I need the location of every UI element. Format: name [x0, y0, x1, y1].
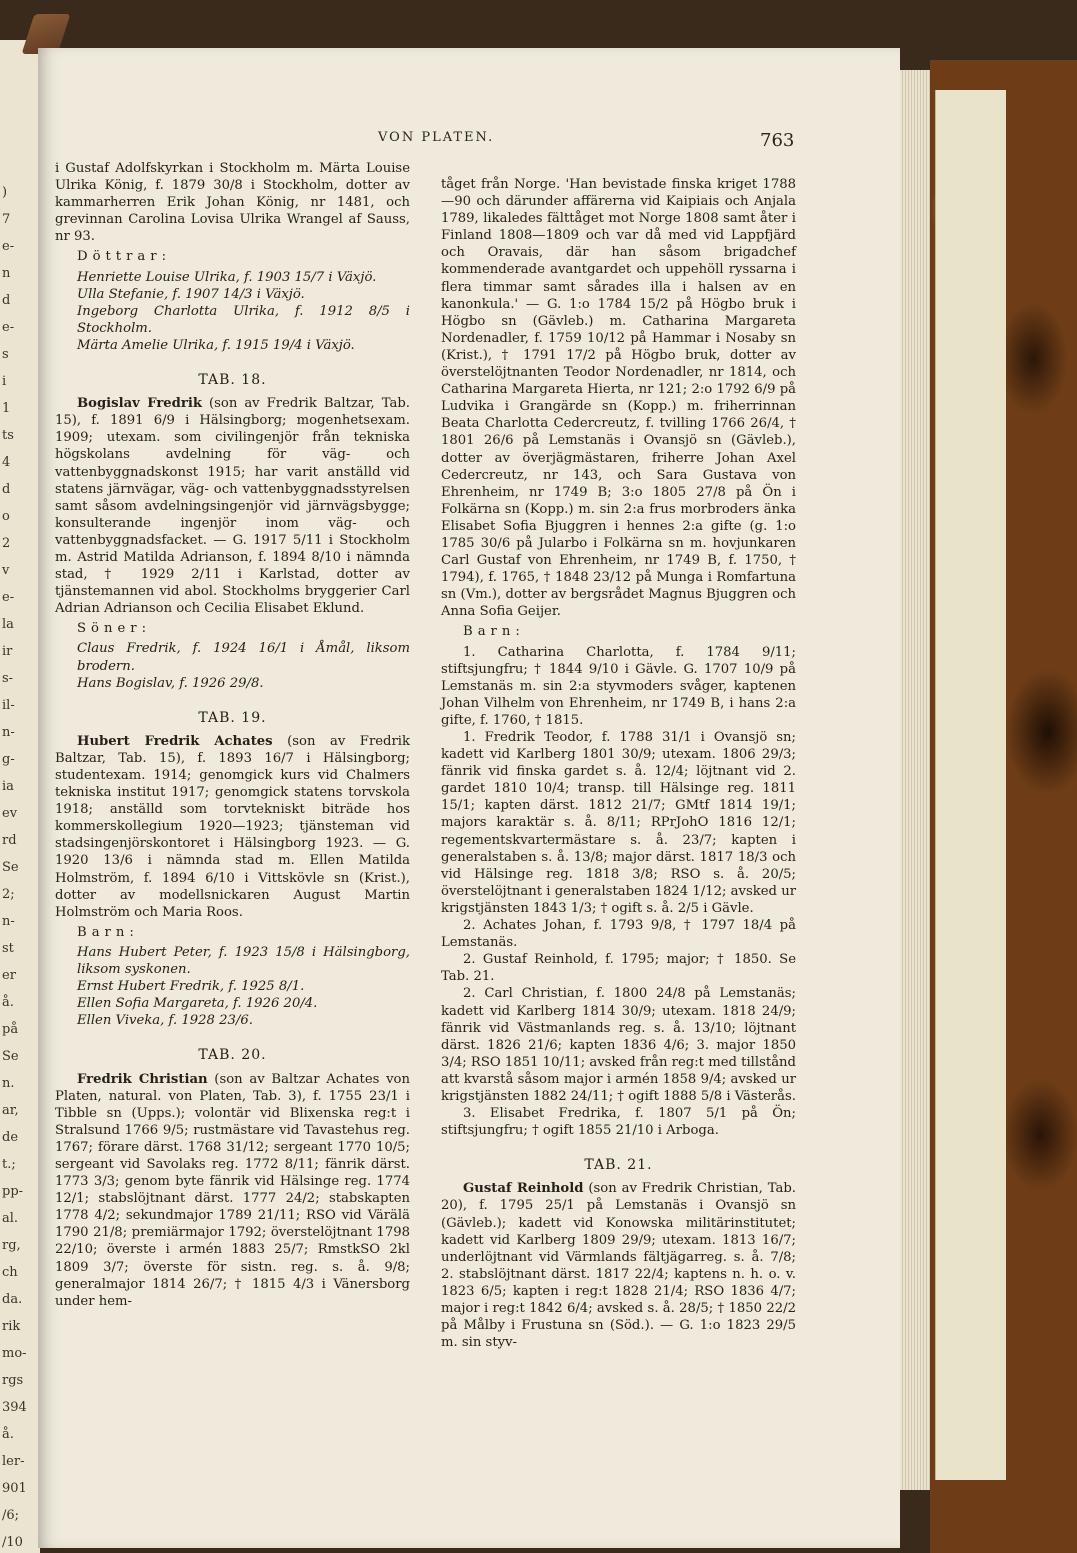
left-margin-fragment: ler- [2, 1454, 25, 1469]
daughter-entry: Märta Amelie Ulrika, f. 1915 19/4 i Växjö. [77, 337, 355, 353]
child-entry: 2. Achates Johan, f. 1793 9/8, † 1797 18/4 på Lemstanäs. [441, 918, 796, 951]
left-margin-fragment: il- [2, 698, 15, 713]
left-margin-fragment: e- [2, 590, 15, 605]
left-margin-fragment: 901 [2, 1481, 27, 1496]
tab-21-name: Gustaf Reinhold [463, 1181, 584, 1197]
tab-20-entry [55, 1071, 410, 1310]
son-entry: Hans Bogislav, f. 1926 29/8. [77, 675, 264, 691]
left-margin-fragment: 394 [2, 1400, 27, 1415]
barn-20-heading: Barn: [463, 624, 525, 640]
son-entry: Claus Fredrik, f. 1924 16/1 i Åmål, liksom brodern. [77, 641, 410, 674]
left-margin-fragment: 7 [2, 212, 11, 227]
tab-18-name: Bogislav Fredrik [77, 396, 202, 412]
left-margin-fragment: /10 [2, 1535, 23, 1550]
left-margin-fragment: Se [2, 1049, 19, 1064]
left-margin-fragment: e- [2, 239, 15, 254]
left-margin-fragment: n- [2, 914, 15, 929]
left-margin-fragment: d [2, 293, 11, 308]
tab-18-text: (son av Fredrik Baltzar, Tab. 15), f. 1891 6/9 i Hälsingborg; mogenhetsexam. 1909; utexam. som civilingenjör från tekniska högskolans avdelning för väg- och vattenbyggnadskonst 1915; har varit anställd vid statens järnvägar, väg- och vattenbyggnadsstyrelsen samt såsom avdelningsingenjör vid järnvägsbygge; konsulterande ingenjör inom väg- och vattenbyggnadsfacket. — G. 1917 5/11 i Stockholm m. Astrid Matilda Adrianson, f. 1894 8/10 i nämnda stad, † 1929 2/11 i Karlstad, dotter av tjänstemannen vid abol. Stockholms bryggerier Carl Adrian Adrianson och Cecilia Elisabet Eklund. [55, 396, 410, 617]
left-margin-fragment: Se [2, 860, 19, 875]
child-entry: Ellen Sofia Margareta, f. 1926 20/4. [77, 996, 318, 1012]
left-margin-fragment: 2 [2, 536, 11, 551]
left-margin-fragment: ev [2, 806, 18, 821]
daughter-entry: Ingeborg Charlotta Ulrika, f. 1912 8/5 i Stockholm. [77, 303, 410, 336]
child-entry: 3. Elisabet Fredrika, f. 1807 5/1 på Ön; stiftsjungfru; † ogift 1855 21/10 i Arboga. [441, 1106, 796, 1139]
left-margin-fragment: rg, [2, 1238, 21, 1253]
left-margin-fragment: 2; [2, 887, 15, 902]
left-margin-fragment: n- [2, 725, 15, 740]
tab-19-name: Hubert Fredrik Achates [77, 733, 273, 749]
barn-19-heading: Barn: [77, 924, 139, 940]
tab-18-title: TAB. 18. [198, 372, 267, 389]
dottrar-heading: Döttrar: [77, 249, 172, 265]
left-margin-fragment: rik [2, 1319, 21, 1334]
child-entry: 1. Catharina Charlotta, f. 1784 9/11; stiftsjungfru; † 1844 9/10 i Gävle. G. 1707 10/9 på Lemstanäs m. sin 2:a styvmoders svåger, kaptenen Johan Vilhelm von Ehrenheim, nr 1749 B, i hans 2:a gifte, f. 1760, † 1815. [441, 644, 796, 728]
left-page-edge [0, 40, 40, 1553]
tab-19-text: (son av Fredrik Baltzar, Tab. 15), f. 1893 16/7 i Hälsingborg; studentexam. 1914; genomgick kurs vid Chalmers tekniska institut 1917; genomgick statens torvskola 1918; anställd som torvtekniskt biträde hos kommerskollegium 1920—1923; tjänsteman vid stadsingenjörskontoret i Hälsingborg 1923. — G. 1920 13/6 i nämnda stad m. Ellen Matilda Holmström, f. 1894 6/10 i Vittskövle sn (Krist.), dotter av modellsnickaren August Martin Holmström och Maria Roos. [55, 733, 411, 920]
left-margin-fragment: å. [2, 1427, 14, 1442]
tab-20-title: TAB. 20. [198, 1047, 267, 1064]
daughter-entry: Ulla Stefanie, f. 1907 14/3 i Växjö. [77, 286, 305, 302]
tab-18-entry [55, 395, 410, 617]
left-margin-fragment: n. [2, 1076, 15, 1091]
child-entry: Ellen Viveka, f. 1928 23/6. [77, 1013, 253, 1029]
left-margin-fragment: 4 [2, 455, 11, 470]
left-margin-fragment: rd [2, 833, 17, 848]
left-margin-fragment: st [2, 941, 14, 956]
left-margin-fragment: ar, [2, 1103, 19, 1118]
endpaper [935, 90, 1006, 1480]
left-margin-fragment: de [2, 1130, 19, 1145]
child-entry: Ernst Hubert Fredrik, f. 1925 8/1. [77, 979, 305, 995]
child-entry: 1. Fredrik Teodor, f. 1788 31/1 i Ovansjö sn; kadett vid Karlberg 1801 30/9; utexam. 1806 29/3; fänrik vid finska gardet s. å. 12/4; löjtnant vid 2. gardet 1810 10/4; transp. till Hälsinge reg. 1811 15/1; kapten därst. 1812 21/7; GMtf 1814 19/1; majors karaktär s. å. 8/11; RPrJohO 1816 12/1; regementskvartermästare s. å. 23/7; kapten i generalstaben s. å. 13/8; major därst. 1817 18/3 och vid Hälsinge reg. 1818 3/8; RSO s. å. 20/5; överstelöjtnant i generalstaben 1824 1/12; avsked ur krigstjänsten 1843 1/3; † ogift s. å. 2/5 i Gävle. [441, 730, 796, 916]
tab-21-title: TAB. 21. [584, 1157, 653, 1174]
left-margin-fragment: pp- [2, 1184, 24, 1199]
left-margin-fragment: o [2, 509, 10, 524]
left-margin-fragment: t.; [2, 1157, 16, 1172]
left-margin-fragment: al. [2, 1211, 19, 1226]
tab-19-entry [55, 733, 410, 921]
left-margin-fragment: d [2, 482, 11, 497]
tab-19-title: TAB. 19. [198, 709, 267, 726]
left-margin-fragment: 1 [2, 401, 11, 416]
left-margin-fragment: ch [2, 1265, 18, 1280]
left-margin-fragment: n [2, 266, 11, 281]
left-margin-fragment: er [2, 968, 16, 983]
left-margin-fragment: v [2, 563, 10, 578]
left-margin-fragment: s- [2, 671, 14, 686]
left-margin-fragment: rgs [2, 1373, 24, 1388]
left-margin-fragment: ts [2, 428, 14, 443]
tab-21-entry [441, 1180, 796, 1351]
page-number: 763 [760, 130, 795, 151]
left-margin-fragment: /6; [2, 1508, 20, 1523]
tab-20-name: Fredrik Christian [77, 1071, 208, 1087]
tab-20-text: (son av Baltzar Achates von Platen, natural. von Platen, Tab. 3), f. 1755 23/1 i Tibble sn (Upps.); volontär vid Blixenska reg:t i Stralsund 1766 9/5; rustmästare vid Tavastehus reg. 1767; förare därst. 1768 31/12; sergeant 1770 10/5; sergeant vid Savolaks reg. 1772 8/11; fänrik därst. 1773 3/3; genom byte fänrik vid Hälsinge reg. 1774 12/1; stabslöjtnant därst. 1777 24/2; stabskapten 1778 4/2; sekundmajor 1789 21/11; RSO vid Värälä 1790 21/8; premiärmajor 1792; överstelöjtnant 1798 22/10; överste i armén 1883 25/7; RmstkSO 2kl 1809 3/7; överste för sistn. reg. s. å. 9/8; generalmajor 1814 26/7; † 1815 4/3 i Vänersborg under hem- [55, 1071, 410, 1309]
intro-paragraph: i Gustaf Adolfskyrkan i Stockholm m. Märta Louise Ulrika König, f. 1879 30/8 i Stockholm, dotter av kammarherren Erik Johan König, nr 1481, och grevinnan Carolina Lovisa Ulrika Wrangel af Sauss, nr 93. [55, 161, 410, 245]
book-page [38, 48, 900, 1548]
running-head: VON PLATEN. [378, 130, 495, 145]
left-margin-fragment: s [2, 347, 9, 362]
left-margin-fragment: ) [2, 185, 8, 200]
left-margin-fragment: på [2, 1022, 19, 1037]
tab-21-text: (son av Fredrik Christian, Tab. 20), f. 1795 25/1 på Lemstanäs i Ovansjö sn (Gävleb.); kadett vid Konowska militärinstitutet; kadett vid Karlberg 1809 29/9; utexam. 1813 16/7; underlöjtnant vid Värmlands fältjägarreg. s. å. 7/8; 2. stabslöjtnant därst. 1817 22/4; kaptens n. h. o. v. 1823 6/5; kapten i reg:t 1828 21/4; RSO 1836 4/7; major i reg:t 1842 6/4; avsked s. å. 28/5; † 1850 22/2 på Målby i Frustuna sn (Söd.). — G. 1:o 1823 29/5 m. sin styv- [441, 1181, 796, 1351]
right-column [441, 176, 796, 1351]
left-margin-fragment: i [2, 374, 7, 389]
left-column [55, 160, 410, 1310]
left-margin-fragment: e- [2, 320, 15, 335]
child-entry: 2. Gustaf Reinhold, f. 1795; major; † 1850. Se Tab. 21. [441, 952, 796, 985]
child-entry: 2. Carl Christian, f. 1800 24/8 på Lemstanäs; kadett vid Karlberg 1814 30/9; utexam. 1818 24/9; fänrik vid Västmanlands reg. s. å. 13/10; löjtnant därst. 1826 21/6; kapten 1836 4/6; 3. major 1850 3/4; RSO 1851 10/11; avsked från reg:t med tillstånd att kvarstå såsom major i armén 1858 9/4; avsked ur krigstjänsten 1882 24/11; † ogift 1888 5/8 i Västerås. [441, 986, 796, 1104]
daughter-entry: Henriette Louise Ulrika, f. 1903 15/7 i Växjö. [77, 269, 377, 285]
child-entry: Hans Hubert Peter, f. 1923 15/8 i Hälsingborg, liksom syskonen. [77, 944, 410, 978]
left-margin-fragment: la [2, 617, 14, 632]
continuation-paragraph: tåget från Norge. 'Han bevistade finska kriget 1788—90 och därunder affärerna vid Kaipiais och Anjala 1789, likaledes fälttåget mot Norge 1808 samt åter i Finland 1808—1809 och var då med vid Lappfjärd och Oravais, där han såsom brigadchef kommenderade avantgardet och uppehöll ryssarna i flera timmar samt sårades illa i halsen av en kanonkula.' — G. 1:o 1784 15/2 på Högbo bruk i Högbo sn (Gävleb.) m. Catharina Margareta Nordenadler, f. 1759 10/12 på Hammar i Nosaby sn (Krist.), † 1791 17/2 på Högbo bruk, dotter av överstelöjtnanten Teodor Nordenadler, nr 1814, och Catharina Margareta Hierta, nr 121; 2:o 1792 6/9 på Ludvika i Grangärde sn (Kopp.) m. friherrinnan Beata Charlotta Cedercreutz, f. tvilling 1766 26/4, † 1801 26/6 på Lemstanäs i Ovansjö sn (Gävleb.), dotter av överjägmästaren, friherre Johan Axel Cedercreutz, nr 143, och Sara Gustava von Ehrenheim, nr 1749 B; 3:o 1805 27/8 på Ön i Folkärna sn (Kopp.) m. sin 2:a frus morbroders änka Elisabet Sofia Bjuggren i hennes 2:a gifte (g. 1:o 1785 30/6 på Jularbo i Folkärna sn m. hovjunkaren Carl Gustaf von Ehrenheim, nr 1749 B, f. 1750, † 1794), f. 1765, † 1848 23/12 på Munga i Romfartuna sn (Vm.), dotter av bergsrådet Magnus Bjuggren och Anna Sofia Geijer. [441, 177, 796, 620]
left-margin-fragment: ir [2, 644, 13, 659]
left-margin-fragment: g- [2, 752, 15, 767]
left-margin-fragment: mo- [2, 1346, 27, 1361]
left-margin-fragment: da. [2, 1292, 23, 1307]
soner-heading: Söner: [77, 621, 152, 637]
left-margin-fragment: ia [2, 779, 14, 794]
left-margin-fragment: å. [2, 995, 14, 1010]
